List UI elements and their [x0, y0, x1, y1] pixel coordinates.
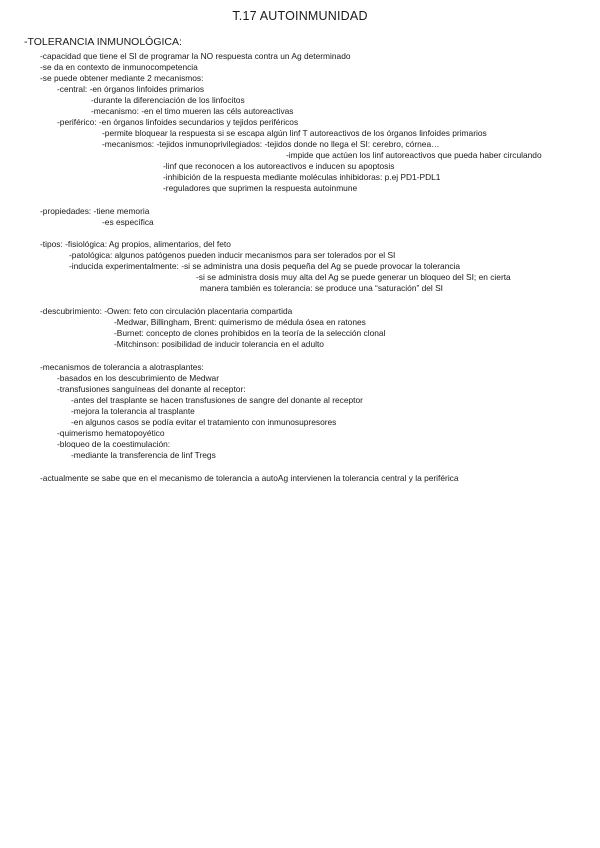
text-line: -descubrimiento: -Owen: feto con circulación placentaria compartida — [40, 306, 293, 316]
text-line: -capacidad que tiene el SI de programar la NO respuesta contra un Ag determinado — [40, 51, 351, 61]
text-line: -mecanismo: -en el timo mueren las céls autoreactivas — [91, 106, 294, 116]
text-line: -basados en los descubrimiento de Medwar — [57, 373, 220, 383]
text-line: -durante la diferenciación de los linfocitos — [91, 95, 245, 105]
text-line: -permite bloquear la respuesta si se escapa algún linf T autoreactivos de los órganos linfoides primarios — [102, 128, 487, 138]
text-line: -propiedades: -tiene memoria — [40, 206, 150, 216]
text-line: -inducida experimentalmente: -si se administra una dosis pequeña del Ag se puede provocar la tolerancia — [69, 261, 461, 271]
text-line: -reguladores que suprimen la respuesta autoinmune — [163, 183, 358, 193]
text-line: -Mitchinson: posibilidad de inducir tolerancia en el adulto — [114, 339, 324, 349]
text-line: -patológica: algunos patógenos pueden inducir mecanismos para ser tolerados por el SI — [69, 250, 396, 260]
text-line: -periférico: -en órganos linfoides secundarios y tejidos periféricos — [57, 117, 299, 127]
text-line: manera también es tolerancia: se produce una “saturación” del SI — [200, 283, 444, 293]
text-line: -antes del trasplante se hacen transfusiones de sangre del donante al receptor — [71, 395, 363, 405]
text-line: -linf que reconocen a los autoreactivos e inducen su apoptosis — [163, 161, 395, 171]
text-line: -actualmente se sabe que en el mecanismo de tolerancia a autoAg intervienen la tolerancia central y la periférica — [40, 473, 459, 483]
text-line: -es específica — [102, 217, 154, 227]
page-title: T.17 AUTOINMUNIDAD — [232, 9, 368, 23]
text-line: -mecanismos: -tejidos inmunoprivilegiados: -tejidos donde no llega el SI: cerebro, córnea… — [102, 139, 440, 149]
text-line: -transfusiones sanguíneas del donante al receptor: — [57, 384, 246, 394]
text-line: -se da en contexto de inmunocompetencia — [40, 62, 198, 72]
text-line: -central: -en órganos linfoides primarios — [57, 84, 205, 94]
text-line: -Medwar, Billingham, Brent: quimerismo de médula ósea en ratones — [114, 317, 366, 327]
text-line: -se puede obtener mediante 2 mecanismos: — [40, 73, 204, 83]
text-line: -mejora la tolerancia al trasplante — [71, 406, 195, 416]
text-line: -si se administra dosis muy alta del Ag se puede generar un bloqueo del SI; en cierta — [196, 272, 511, 282]
text-line: -mecanismos de tolerancia a alotrasplantes: — [40, 362, 204, 372]
section-heading-tolerancia: -TOLERANCIA INMUNOLÓGICA: — [24, 36, 182, 48]
text-line: -bloqueo de la coestimulación: — [57, 439, 171, 449]
text-line: -Burnet: concepto de clones prohibidos en la teoría de la selección clonal — [114, 328, 386, 338]
text-line: -quimerismo hematopoyético — [57, 428, 165, 438]
text-line: -mediante la transferencia de linf Tregs — [71, 450, 216, 460]
text-line: -inhibición de la respuesta mediante moléculas inhibidoras: p.ej PD1-PDL1 — [163, 172, 441, 182]
text-line: -tipos: -fisiológica: Ag propios, alimentarios, del feto — [40, 239, 231, 249]
text-line: -en algunos casos se podía evitar el tratamiento con inmunosupresores — [71, 417, 337, 427]
text-line: -impide que actúen los linf autoreactivos que pueda haber circulando — [286, 150, 542, 160]
